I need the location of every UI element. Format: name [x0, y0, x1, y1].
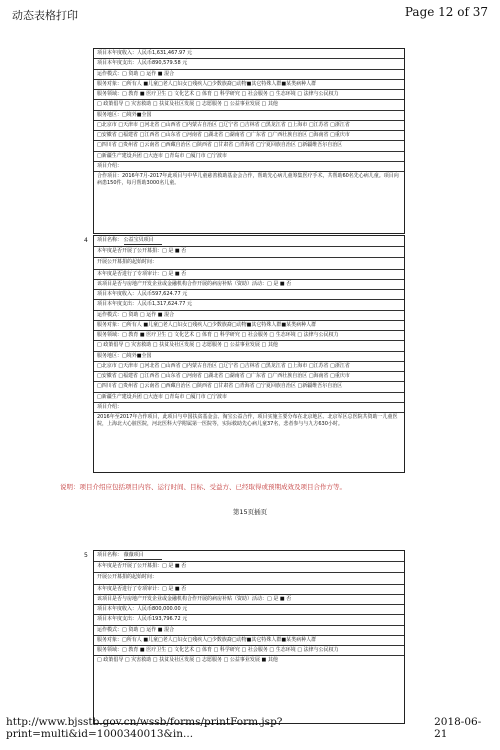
field-row-1: 服务领域：□ 教育 ■ 医疗卫生 □ 文化艺术 □ 体育 □ 科学研究 □ 社会服务 □ 生态环境 □ 法律与公民权力 [94, 331, 404, 341]
field-row-1: 服务领域：□ 教育 ■ 医疗卫生 □ 文化艺术 □ 体育 □ 科学研究 □ 社会服务 □ 生态环境 □ 法律与公民权力 [94, 646, 404, 656]
project-block-b [93, 235, 405, 473]
project-index-5: 5 [84, 552, 88, 559]
project-name-label: 项目名称： [97, 237, 123, 243]
public-fundraising-row: 本年度是否开展了公开募捐：□ 是 ■ 否 [94, 562, 404, 572]
income-row: 项目本年度收入：人民币597,624.77 元 [94, 290, 404, 300]
audit-row: 本年度是否进行了专项审计：□ 是 ■ 否 [94, 270, 404, 280]
audit-row: 本年度是否进行了专项审计：□ 是 ■ 否 [94, 585, 404, 595]
area-row-3: □四川省 □贵州省 □云南省 □西藏自治区 □陕西省 □甘肃省 □青海省 □宁夏回族自治区 □新疆维吾尔自治区 [94, 382, 404, 392]
expense-row: 项目本年度支出：人民币890,579.58 元 [94, 59, 404, 69]
project-index-4: 4 [84, 237, 88, 244]
project-name: 公益宝贝项目 [124, 237, 162, 245]
explanation-note: 说明：项目介绍应包括项目内容、运行时间、目标、受益方、已经取得或预期成效及项目合作方等。 [60, 483, 346, 491]
intro-text: 合作项目：2016年7月-2017年此项目与中华儿童慈善救助基金会合作，帮助先心病儿童筹集医疗手术，共帮助60名先心病儿童。项目向病患150件，每月帮助3000名儿童。 [97, 173, 399, 187]
field-row-1: 服务领域：□ 教育 ■ 医疗卫生 □ 文化艺术 □ 体育 □ 科学研究 □ 社会服务 □ 生态环境 □ 法律与公民权力 [94, 90, 404, 100]
target-row: 服务对象：□所有人 ■儿童□老人□妇女□残疾人□少数族裔□动物■其它特殊人群■某类病种人群 [94, 321, 404, 331]
print-date: 2018-06-21 [434, 716, 482, 740]
expense-row: 项目本年度支出：人民币193,796.72 元 [94, 615, 404, 625]
area-row-1: □北京市 □天津市 □河北省 □山西省 □内蒙古自治区 □辽宁省 □吉林省 □黑龙江省 □上海市 □江苏省 □浙江省 [94, 362, 404, 372]
page-indicator: Page 12 of 37 [404, 5, 488, 19]
project-name-label: 项目名称： [97, 552, 123, 558]
area-row-1: □北京市 □天津市 □河北省 □山西省 □内蒙古自治区 □辽宁省 □吉林省 □黑龙江省 □上海市 □江苏省 □浙江省 [94, 121, 404, 131]
area-row-2: □安徽省 □福建省 □江西省 □山东省 □河南省 □湖北省 □湖南省 □广东省 □广西壮族自治区 □海南省 □重庆市 [94, 372, 404, 382]
area-row-3: □四川省 □贵州省 □云南省 □西藏自治区 □陕西省 □甘肃省 □青海省 □宁夏回族自治区 □新疆维吾尔自治区 [94, 141, 404, 151]
mode-row: 运作模式：□ 资助 □ 运作 ■ 混合 [94, 311, 404, 321]
field-row-2: □ 政策倡导 □ 灾害救助 □ 扶贫及社区发展 □ 志愿服务 □ 公益事业发展 ■ 其他 [97, 657, 278, 664]
page-footer [6, 716, 490, 740]
area-row-2: □安徽省 □福建省 □江西省 □山东省 □河南省 □湖北省 □湖南省 □广东省 □广西壮族自治区 □海南省 □重庆市 [94, 131, 404, 141]
project-block-a [93, 48, 405, 234]
mode-row: 运作模式：□ 资助 □ 运作 ■ 混合 [94, 70, 404, 80]
expense-row: 项目本年度支出：人民币1,317,624.77 元 [94, 300, 404, 310]
real-estate-row: 该项目是否与房地产开发企业或金融机构合作开展的病房补贴（资助）活动：□ 是 ■ 否 [94, 595, 404, 605]
area-head-row: 服务地区：□境外■全国 [94, 352, 404, 362]
area-head-row: 服务地区：□境外■全国 [94, 111, 404, 121]
project-name-row [94, 236, 404, 247]
project-block-c [93, 550, 405, 724]
income-row: 项目本年度收入：人民币800,000.00 元 [94, 605, 404, 615]
page-insert-mark: 第15页插页 [232, 508, 268, 516]
income-row: 项目本年度收入：人民币1,631,467.97 元 [94, 49, 404, 59]
target-row: 服务对象：□所有人 ■儿童□老人□妇女□残疾人□少数族裔□动物■其它特殊人群■某类病种人群 [94, 80, 404, 90]
public-fundraising-row: 本年度是否开展了公开募捐：□ 是 ■ 否 [94, 247, 404, 257]
intro-text: 2016年至2017年合作项目，此项目与中国扶贫基金会、淘宝公益合作，项目实施主要分布在北京地区、北京军区总医院共资助一儿童医院，上海北大心脏医院，河北医科大学附属第一医院等，实际救助先心病儿童37名，悲者参与与九方630小时。 [97, 414, 398, 428]
mode-row: 运作模式：□ 资助 □ 运作 ■ 混合 [94, 626, 404, 636]
real-estate-row: 该项目是否与房地产开发企业或金融机构合作开展的病房补贴（资助）活动：□ 是 ■ 否 [94, 280, 404, 290]
fundraising-start-row: 开展公开募捐的起始时间： [94, 573, 404, 585]
intro-label: 项目介绍： [94, 403, 404, 413]
project-name: 薇薇项目 [124, 552, 162, 560]
target-row: 服务对象：□所有人 ■儿童□老人□妇女□残疾人□少数族裔□动物■其它特殊人群■某类病种人群 [94, 636, 404, 646]
page-url: http://www.bjsstb.gov.cn/wssb/forms/printForm.jsp?print=multi&id=1000340013&in... [6, 716, 283, 740]
fundraising-start-row: 开展公开募捐的起始时间： [94, 258, 404, 270]
print-title: 动态表格打印 [12, 9, 78, 22]
project-name-row [94, 551, 404, 562]
intro-label: 项目介绍： [94, 162, 404, 172]
area-row-4: □新疆生产建设兵团 □大连市 □青岛市 □厦门市 □宁波市 [94, 393, 404, 403]
area-row-4: □新疆生产建设兵团 □大连市 □青岛市 □厦门市 □宁波市 [94, 152, 404, 162]
field-row-2: □ 政策倡导 □ 灾害救助 □ 扶贫及社区发展 □ 志愿服务 □ 公益事业发展 □ 其他 [94, 341, 404, 351]
field-row-2: □ 政策倡导 □ 灾害救助 □ 扶贫及社区发展 □ 志愿服务 □ 公益事业发展 □ 其他 [94, 100, 404, 110]
